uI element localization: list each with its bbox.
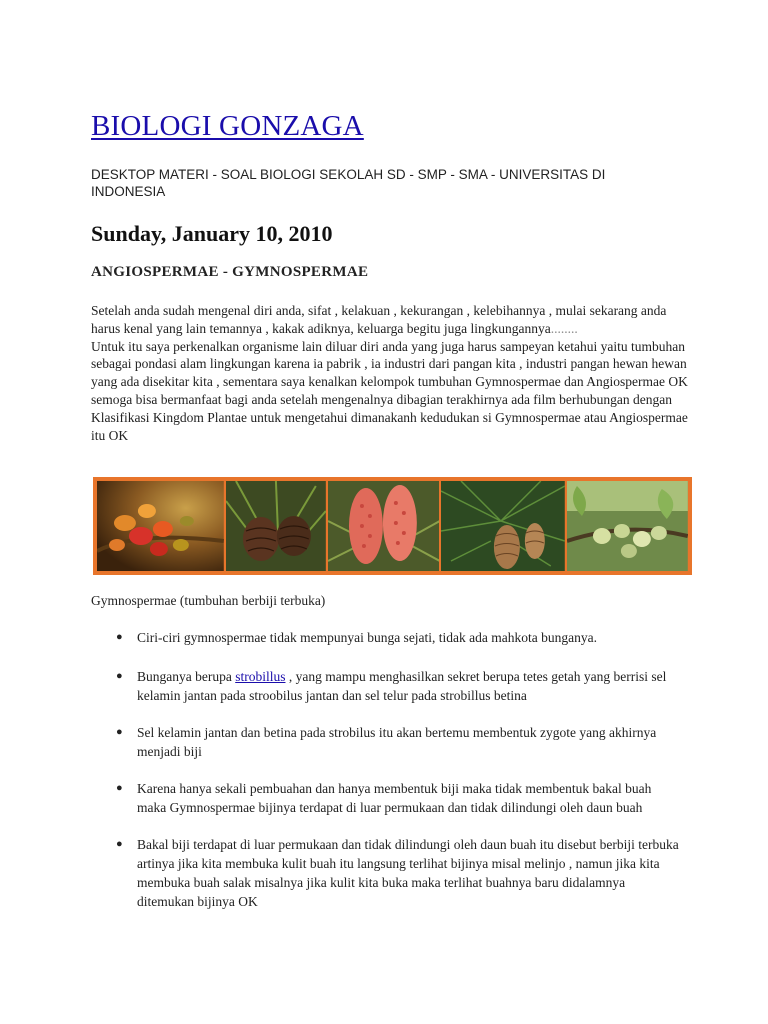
list-item [112,667,682,705]
post-date: Sunday, January 10, 2010 [91,221,333,246]
photo-pine-cones [226,481,326,571]
bullet-icon: ● [116,631,123,643]
list-item-text-after: , yang mampu menghasilkan sekret berupa tetes getah yang berrisi sel kelamin jantan pada stroobilus jantan dan sel telur pada strobillus betina [137,669,667,703]
intro-ellipsis: ........ [550,320,578,336]
bullet-icon: ● [116,670,123,682]
list-item-text: Karena hanya sekali pembuahan dan hanya membentuk biji maka tidak membentuk bakal buah maka Gymnospermae bijinya terdapat di luar permukaan dan tidak dilindungi oleh daun buah [137,781,652,815]
list-item [112,628,682,647]
bullet-icon: ● [116,838,123,850]
post-title: ANGIOSPERMAE - GYMNOSPERMAE [91,264,369,280]
list-item [112,779,682,817]
list-item [112,723,682,761]
list-item-text: Bakal biji terdapat di luar permukaan dan tidak dilindungi oleh daun buah itu disebut berbiji terbuka artinya jika kita membuka kulit buah itu langsung terlihat bijinya misal melinjo , namun jika kita membuka buah salak misalnya jika kulit kita buka maka terlihat buahnya baru didalamnya ditemukan bijinya OK [137,837,679,909]
gymnosperm-characteristics-list [112,628,682,911]
list-item-text: Ciri-ciri gymnospermae tidak mempunyai bunga sejati, tidak ada mahkota bunganya. [137,630,597,645]
list-item [112,835,682,911]
bullet-icon: ● [116,726,123,738]
blog-title-link[interactable]: BIOLOGI GONZAGA [91,110,364,142]
section-caption: Gymnospermae (tumbuhan berbiji terbuka) [91,593,326,608]
bullet-icon: ● [116,782,123,794]
list-item-text-before: Bunganya berupa [137,669,236,684]
photo-ginkgo-seeds [567,481,688,571]
intro-paragraph-1 [91,302,691,338]
blog-description: DESKTOP MATERI - SOAL BIOLOGI SEKOLAH SD - SMP - SMA - UNIVERSITAS DI INDONESIA [91,167,606,199]
intro-paragraph-1-text: Setelah anda sudah mengenal diri anda, sifat , kelakuan , kekurangan , kelebihannya , mulai sekarang anda harus kenal yang lain temannya , kakak adiknya, keluarga begitu juga lingkungannya [91,303,667,336]
list-item-text: Sel kelamin jantan dan betina pada strobilus itu akan bertemu membentuk zygote yang akhirnya menjadi biji [137,725,657,759]
photo-conifer-cones [441,481,565,571]
photo-cycad-seeds [97,481,224,571]
photo-red-strobili [328,481,440,571]
plant-photo-banner [93,477,692,575]
intro-paragraph-2: Untuk itu saya perkenalkan organisme lain diluar diri anda yang juga harus sampeyan ketahui yaitu tumbuhan sebagai pondasi alam lingkungan karena ia pabrik , ia industri dari pangan kita , industri pangan hewan hewan yang ada disekitar kita , sementara saya kenalkan kelompok tumbuhan Gymnospermae dan Angiospermae OK semoga bisa bermanfaat bagi anda setelah mengenalnya dibagian terakhirnya ada film berhubungan dengan Klasifikasi Kingdom Plantae untuk mengetahui dimanakanh kedudukan si Gymnospermae atau Angiospermae itu OK [91,338,688,443]
post-intro [91,302,691,444]
strobillus-link[interactable]: strobillus [235,669,286,684]
